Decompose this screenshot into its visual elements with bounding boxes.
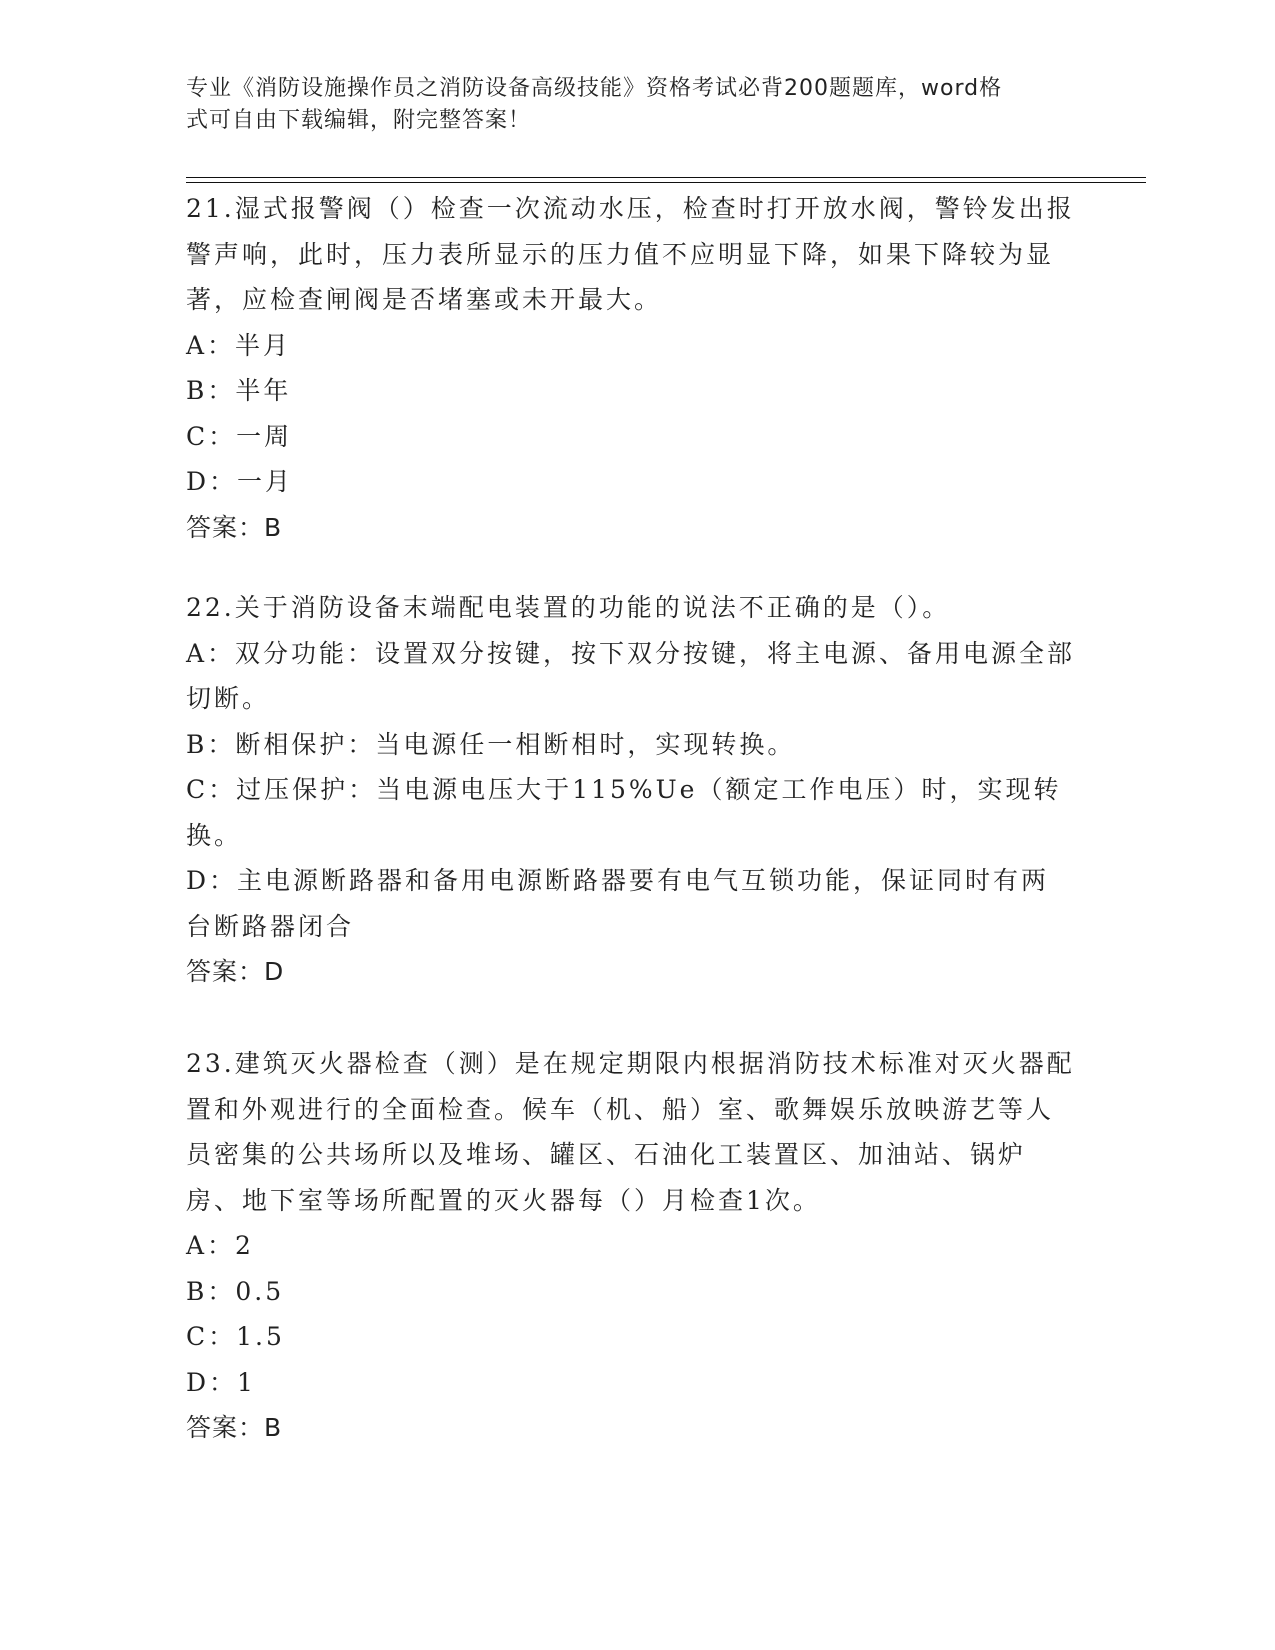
answer: 答案：B — [186, 1413, 283, 1442]
answer: 答案：D — [186, 957, 285, 986]
option-b: B：0.5 — [186, 1276, 285, 1306]
header-divider-top — [186, 177, 1146, 178]
option-b: B：半年 — [186, 376, 292, 405]
option-d: D：主电源断路器和备用电源断路器要有电气互锁功能，保证同时有两台断路器闭合 — [186, 866, 1050, 941]
option-a: A：半月 — [186, 330, 292, 360]
option-a: A：2 — [186, 1231, 254, 1260]
option-a: A：双分功能：设置双分按键，按下双分按键，将主电源、备用电源全部切断。 — [186, 638, 1076, 713]
option-c: C：一周 — [186, 421, 293, 451]
question-stem: 22.关于消防设备末端配电装置的功能的说法不正确的是（）。 — [186, 593, 951, 622]
question-stem: 21.湿式报警阀（）检查一次流动水压，检查时打开放水阀，警铃发出报警声响，此时，压力表所显示的压力值不应明显下降，如果下降较为显著，应检查闸阀是否堵塞或未开最大。 — [186, 194, 1075, 314]
header-line-1: 专业《消防设施操作员之消防设备高级技能》资格考试必背200题题库，word格 — [186, 76, 1003, 101]
question-21 — [186, 186, 1076, 550]
question-stem: 23.建筑灭火器检查（测）是在规定期限内根据消防技术标准对灭火器配置和外观进行的全面检查。候车（机、船）室、歌舞娱乐放映游艺等人员密集的公共场所以及堆场、罐区、石油化工装置区、加油站、锅炉房、地下室等场所配置的灭火器每（）月检查1次。 — [186, 1049, 1075, 1215]
option-c: C：1.5 — [186, 1322, 285, 1351]
answer: 答案：B — [186, 512, 283, 542]
question-22 — [186, 585, 1076, 995]
question-23 — [186, 1041, 1076, 1451]
header-divider-bottom — [186, 182, 1146, 183]
option-d: D：一月 — [186, 467, 294, 496]
option-d: D：1 — [186, 1367, 256, 1397]
option-b: B：断相保护：当电源任一相断相时，实现转换。 — [186, 729, 796, 759]
header-line-2: 式可自由下载编辑，附完整答案！ — [186, 108, 532, 133]
option-c: C：过压保护：当电源电压大于115%Ue（额定工作电压）时，实现转换。 — [186, 775, 1062, 850]
document-header — [186, 73, 1066, 137]
